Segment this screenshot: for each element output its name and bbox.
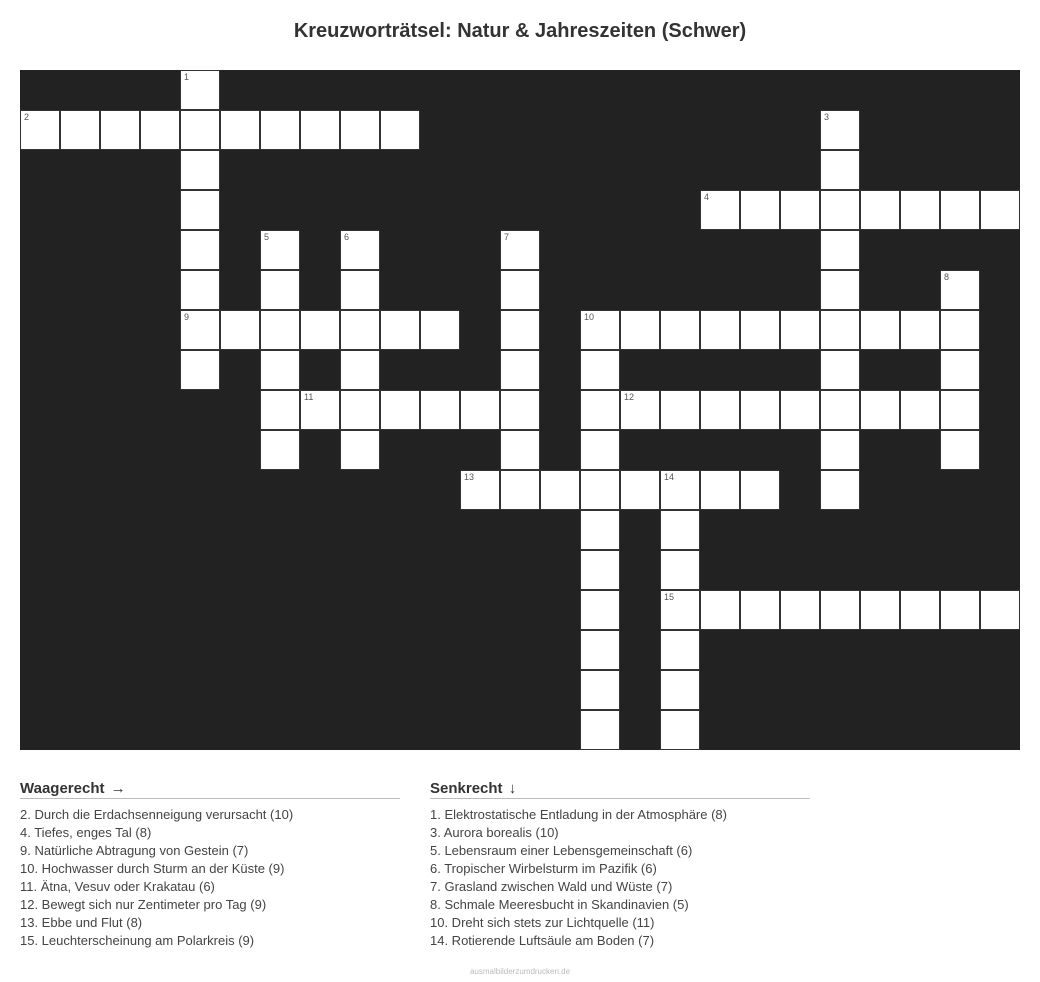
- grid-cell[interactable]: [940, 350, 980, 390]
- grid-cell[interactable]: [700, 590, 740, 630]
- grid-cell[interactable]: [660, 550, 700, 590]
- grid-cell[interactable]: [780, 590, 820, 630]
- grid-cell[interactable]: [340, 110, 380, 150]
- grid-cell[interactable]: [660, 390, 700, 430]
- clue-item: 8. Schmale Meeresbucht in Skandinavien (5): [430, 897, 689, 912]
- grid-cell[interactable]: [940, 190, 980, 230]
- arrow-down-icon: ↓: [508, 780, 517, 797]
- clue-item: 1. Elektrostatische Entladung in der Atmosphäre (8): [430, 807, 727, 822]
- grid-cell[interactable]: [460, 470, 500, 510]
- clue-item: 7. Grasland zwischen Wald und Wüste (7): [430, 879, 673, 894]
- clue-item: 10. Hochwasser durch Sturm an der Küste (9): [20, 861, 285, 876]
- grid-cell[interactable]: [860, 190, 900, 230]
- grid-cell[interactable]: [780, 190, 820, 230]
- clue-number: 15: [664, 592, 675, 602]
- grid-cell[interactable]: [660, 510, 700, 550]
- grid-cell[interactable]: [340, 310, 380, 350]
- grid-cell[interactable]: [60, 110, 100, 150]
- grid-cell[interactable]: [740, 190, 780, 230]
- grid-cell[interactable]: [340, 350, 380, 390]
- grid-cell[interactable]: [100, 110, 140, 150]
- grid-cell[interactable]: [500, 310, 540, 350]
- across-clues-section: [20, 780, 400, 950]
- grid-cell[interactable]: [580, 430, 620, 470]
- grid-cell[interactable]: [820, 470, 860, 510]
- across-clue-list: [20, 806, 400, 950]
- clue-number: 3: [824, 112, 830, 122]
- grid-cell[interactable]: [500, 350, 540, 390]
- grid-cell[interactable]: [700, 310, 740, 350]
- down-heading: [430, 780, 810, 799]
- grid-cell[interactable]: [940, 310, 980, 350]
- grid-cell[interactable]: [820, 430, 860, 470]
- grid-cell[interactable]: [740, 310, 780, 350]
- grid-cell[interactable]: [780, 390, 820, 430]
- grid-cell[interactable]: [180, 310, 220, 350]
- grid-cell[interactable]: [580, 470, 620, 510]
- grid-cell[interactable]: [260, 310, 300, 350]
- grid-cell[interactable]: [180, 150, 220, 190]
- grid-cell[interactable]: [700, 190, 740, 230]
- clue-number: 1: [184, 72, 190, 82]
- page-title: Kreuzworträtsel: Natur & Jahreszeiten (Schwer): [293, 20, 747, 42]
- clue-item: 13. Ebbe und Flut (8): [20, 915, 143, 930]
- clue-number: 14: [664, 472, 675, 482]
- grid-cell[interactable]: [340, 390, 380, 430]
- clue-number: 9: [184, 312, 190, 322]
- grid-cell[interactable]: [820, 110, 860, 150]
- clue-number: 8: [944, 272, 950, 282]
- grid-cell[interactable]: [860, 310, 900, 350]
- arrow-right-icon: →: [110, 780, 126, 797]
- clue-item: 3. Aurora borealis (10): [430, 825, 559, 840]
- grid-cell[interactable]: [820, 590, 860, 630]
- grid-cell[interactable]: [700, 390, 740, 430]
- grid-cell[interactable]: [420, 390, 460, 430]
- grid-cell[interactable]: [20, 110, 60, 150]
- clue-item: 12. Bewegt sich nur Zentimeter pro Tag (9): [20, 897, 267, 912]
- crossword-grid: [20, 70, 1020, 750]
- grid-cell[interactable]: [180, 230, 220, 270]
- down-heading-label: Senkrecht: [430, 780, 503, 797]
- grid-cell[interactable]: [620, 310, 660, 350]
- grid-cell[interactable]: [820, 310, 860, 350]
- grid-cell[interactable]: [580, 350, 620, 390]
- grid-cell[interactable]: [260, 390, 300, 430]
- grid-cell[interactable]: [340, 430, 380, 470]
- grid-cell[interactable]: [580, 510, 620, 550]
- grid-cell[interactable]: [740, 590, 780, 630]
- grid-cell[interactable]: [820, 350, 860, 390]
- grid-cell[interactable]: [860, 390, 900, 430]
- grid-cell[interactable]: [300, 110, 340, 150]
- grid-cell[interactable]: [980, 590, 1020, 630]
- grid-cell[interactable]: [260, 110, 300, 150]
- grid-cell[interactable]: [580, 710, 620, 750]
- grid-cell[interactable]: [340, 230, 380, 270]
- clue-item: 5. Lebensraum einer Lebensgemeinschaft (6): [430, 843, 693, 858]
- grid-cell[interactable]: [140, 110, 180, 150]
- grid-cell[interactable]: [940, 390, 980, 430]
- clue-item: 14. Rotierende Luftsäule am Boden (7): [430, 933, 655, 948]
- clue-number: 4: [704, 192, 710, 202]
- grid-cell[interactable]: [220, 110, 260, 150]
- grid-cell[interactable]: [220, 310, 260, 350]
- grid-cell[interactable]: [580, 310, 620, 350]
- grid-cell[interactable]: [420, 310, 460, 350]
- grid-cell[interactable]: [740, 470, 780, 510]
- clue-number: 10: [584, 312, 595, 322]
- grid-cell[interactable]: [180, 190, 220, 230]
- clue-number: 5: [264, 232, 270, 242]
- grid-cell[interactable]: [380, 310, 420, 350]
- grid-cell[interactable]: [460, 390, 500, 430]
- grid-cell[interactable]: [260, 230, 300, 270]
- footer-credit: ausmalbilderzumdrucken.de: [469, 967, 571, 976]
- grid-cell[interactable]: [300, 390, 340, 430]
- clue-number: 13: [464, 472, 475, 482]
- clue-item: 9. Natürliche Abtragung von Gestein (7): [20, 843, 249, 858]
- grid-cell[interactable]: [580, 390, 620, 430]
- grid-cell[interactable]: [900, 310, 940, 350]
- grid-cell[interactable]: [580, 670, 620, 710]
- grid-cell[interactable]: [620, 470, 660, 510]
- grid-cell[interactable]: [340, 270, 380, 310]
- clue-number: 2: [24, 112, 30, 122]
- clue-item: 10. Dreht sich stets zur Lichtquelle (11): [430, 915, 655, 930]
- clue-item: 6. Tropischer Wirbelsturm im Pazifik (6): [430, 861, 657, 876]
- grid-cell[interactable]: [860, 590, 900, 630]
- grid-cell[interactable]: [500, 230, 540, 270]
- grid-cell[interactable]: [540, 470, 580, 510]
- grid-cell[interactable]: [700, 470, 740, 510]
- grid-cell[interactable]: [500, 270, 540, 310]
- grid-cell[interactable]: [300, 310, 340, 350]
- clue-number: 7: [504, 232, 510, 242]
- clue-number: 11: [304, 392, 314, 402]
- grid-cell[interactable]: [660, 590, 700, 630]
- grid-cell[interactable]: [180, 350, 220, 390]
- grid-cell[interactable]: [380, 390, 420, 430]
- grid-cell[interactable]: [820, 150, 860, 190]
- grid-cell[interactable]: [660, 470, 700, 510]
- grid-cell[interactable]: [900, 390, 940, 430]
- across-heading: [20, 780, 400, 799]
- grid-cell[interactable]: [940, 590, 980, 630]
- grid-cell[interactable]: [780, 310, 820, 350]
- grid-cell[interactable]: [260, 270, 300, 310]
- grid-cell[interactable]: [180, 270, 220, 310]
- grid-cell[interactable]: [580, 550, 620, 590]
- grid-cell[interactable]: [740, 390, 780, 430]
- grid-cell[interactable]: [660, 310, 700, 350]
- grid-cell[interactable]: [580, 630, 620, 670]
- grid-cell[interactable]: [500, 430, 540, 470]
- grid-cell[interactable]: [660, 630, 700, 670]
- grid-cell[interactable]: [180, 110, 220, 150]
- grid-cell[interactable]: [620, 390, 660, 430]
- grid-cell[interactable]: [900, 590, 940, 630]
- grid-cell[interactable]: [660, 670, 700, 710]
- grid-cell[interactable]: [980, 190, 1020, 230]
- clue-item: 2. Durch die Erdachsenneigung verursacht (10): [20, 807, 294, 822]
- across-heading-label: Waagerecht: [20, 780, 105, 797]
- grid-cell[interactable]: [940, 430, 980, 470]
- down-clues-section: [430, 780, 810, 950]
- clue-item: 11. Ätna, Vesuv oder Krakatau (6): [20, 879, 215, 894]
- grid-cell[interactable]: [660, 710, 700, 750]
- grid-cell[interactable]: [940, 270, 980, 310]
- grid-cell[interactable]: [500, 390, 540, 430]
- clue-item: 15. Leuchterscheinung am Polarkreis (9): [20, 933, 255, 948]
- grid-cell[interactable]: [260, 350, 300, 390]
- grid-cell[interactable]: [580, 590, 620, 630]
- grid-cell[interactable]: [820, 270, 860, 310]
- clue-item: 4. Tiefes, enges Tal (8): [20, 825, 152, 840]
- grid-cell[interactable]: [500, 470, 540, 510]
- grid-cell[interactable]: [820, 190, 860, 230]
- grid-cell[interactable]: [820, 230, 860, 270]
- grid-cell[interactable]: [260, 430, 300, 470]
- grid-cell[interactable]: [380, 110, 420, 150]
- down-clue-list: [430, 806, 810, 950]
- grid-cell[interactable]: [180, 70, 220, 110]
- grid-cell[interactable]: [820, 390, 860, 430]
- clue-number: 6: [344, 232, 350, 242]
- grid-cell[interactable]: [900, 190, 940, 230]
- clue-number: 12: [624, 392, 635, 402]
